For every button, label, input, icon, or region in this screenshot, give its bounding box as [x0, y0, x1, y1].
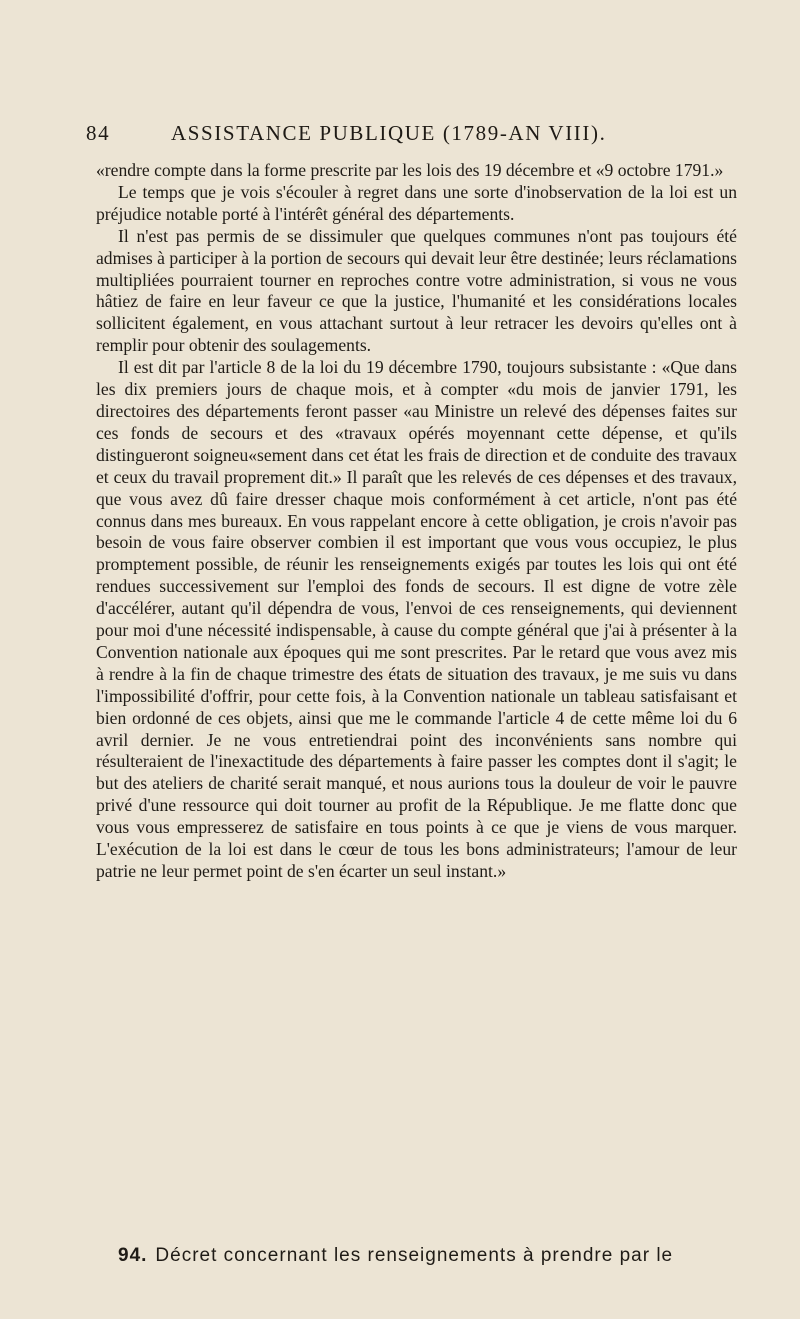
body-text — [96, 160, 737, 883]
section-heading — [118, 1245, 738, 1267]
running-title: ASSISTANCE PUBLIQUE (1789-AN VIII). — [171, 121, 607, 145]
running-header — [86, 121, 736, 146]
paragraph: Il n'est pas permis de se dissimuler que quelques communes n'ont pas toujours été admises à participer à la portion de secours qui devait leur être destinée; leurs réclamations multipliées pourraient tourner en reproches contre votre administration, si vous ne vous hâtiez de faire en leur faveur ce que la justice, l'humanité et les considérations locales sollicitent également, en vous attachant surtout à leur retracer les devoirs qu'elles ont à remplir pour obtenir des soulagements. — [96, 225, 737, 356]
paragraph: Il est dit par l'article 8 de la loi du 19 décembre 1790, toujours subsistante : «Que dans les dix premiers jours de chaque mois, et à compter «du mois de janvier 1791, les directoires des départements feront passer «au Ministre un relevé des dépenses faites sur ces fonds de secours et des «travaux opérés moyennant cette dépense, et qu'ils distingueront soigneu«sement dans cet état les frais de direction et de conduite des travaux et ceux du travail proprement dit.» Il paraît que les relevés de ces dépenses et des travaux, que vous avez dû faire dresser chaque mois conformément à cet article, n'ont pas été connus dans mes bureaux. En vous rappelant encore à cette obligation, je crois n'avoir pas besoin de vous faire observer combien il est important que vous vous occupiez, le plus promptement possible, de réunir les renseignements exigés par toutes les lois qui ont été rendues successivement sur l'emploi des fonds de secours. Il est digne de votre zèle d'accélérer, autant qu'il dépendra de vous, l'envoi de ces renseignements, qui deviennent pour moi d'une nécessité indispensable, à cause du compte général que j'ai à présenter à la Convention nationale aux époques qui me sont prescrites. Par le retard que vous avez mis à rendre à la fin de chaque trimestre des états de situation des travaux, je me suis vu dans l'impossibilité d'offrir, pour cette fois, à la Convention nationale un tableau satisfaisant et bien ordonné de ces objets, ainsi que me le commande l'article 4 de cette même loi du 6 avril dernier. Je ne vous entretiendrai point des inconvénients sans nombre qui résulteraient de l'inexactitude des départements à faire passer les comptes dont il s'agit; le but des ateliers de charité serait manqué, et nous aurions tous la douleur de voir le pauvre privé d'une ressource qui doit tourner au profit de la République. Je me flatte donc que vous vous empresserez de satisfaire en tous points à ce que je viens de vous marquer. L'exécution de la loi est dans le cœur de tous les bons administrateurs; l'amour de leur patrie ne leur permet point de s'en écarter un seul instant.» — [96, 357, 737, 881]
page-number: 84 — [86, 121, 111, 145]
section-number: 94. — [118, 1245, 148, 1266]
section-title: Décret concernant les renseignements à prendre par le — [155, 1245, 674, 1266]
paragraph: Le temps que je vois s'écouler à regret dans une sorte d'inobservation de la loi est un préjudice notable porté à l'intérêt général des départements. — [96, 181, 737, 224]
paragraph-continuation: «rendre compte dans la forme prescrite par les lois des 19 décembre et «9 octobre 1791.» — [96, 160, 724, 180]
